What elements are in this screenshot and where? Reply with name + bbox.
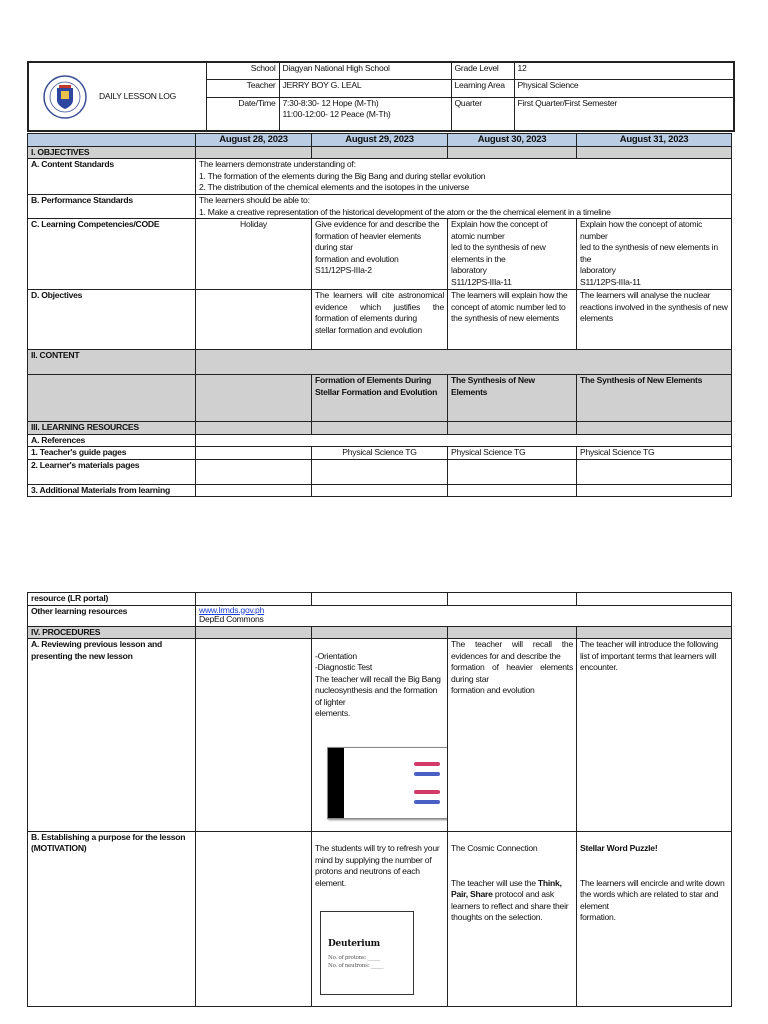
procedure-a-cell (196, 639, 312, 832)
procedure-b-cell: The students will try to refresh your mind by supplying the number of protons and neutrons of each element. (315, 843, 440, 888)
document-title: DAILY LESSON LOG (99, 90, 176, 101)
content-topic (196, 375, 312, 422)
tg-cell: Physical Science TG (577, 447, 732, 460)
tg-cell: Physical Science TG (312, 447, 448, 460)
section-procedures: IV. PROCEDURES (28, 626, 196, 639)
procedure-a-cell: The teacher will introduce the following list of important terms that learners will encounter. (577, 639, 732, 832)
tg-label: 1. Teacher's guide pages (28, 447, 196, 460)
lrmds-link[interactable]: www.lrmds.gov.ph (199, 605, 265, 615)
area-label: Learning Area (451, 80, 514, 97)
additional-materials-label-cont: resource (LR portal) (28, 593, 196, 606)
date-header: August 31, 2023 (577, 134, 732, 147)
objective-cell (196, 290, 312, 350)
objective-cell: The learners will explain how the concept of atomic number led to the synthesis of new elements (448, 290, 577, 350)
b30-text: protocol and ask learners to reflect and share their thoughts on the selection. (451, 889, 569, 922)
tg-cell: Physical Science TG (448, 447, 577, 460)
teacher-label: Teacher (206, 80, 279, 97)
competency-cell: Explain how the concept of atomic number led to the synthesis of new elements in the laboratory S11/12PS-IIIa-11 (577, 219, 732, 290)
word-puzzle-title: Stellar Word Puzzle! (580, 843, 658, 853)
content-topic: The Synthesis of New Elements (577, 375, 732, 422)
section-content: II. CONTENT (28, 350, 196, 375)
neutrons-line: No. of neutrons: _____ (328, 962, 384, 969)
performance-standards-label: B. Performance Standards (28, 195, 196, 219)
procedure-a-cell: -Orientation -Diagnostic Test The teacher will recall the Big Bang nucleosynthesis and the formation of lighter elements. (315, 650, 441, 718)
other-resources-label: Other learning resources (28, 605, 196, 626)
date-header: August 29, 2023 (312, 134, 448, 147)
b30-text: The teacher will use the (451, 877, 538, 888)
datetime-value: 7:30-8:30- 12 Hope (M-Th) 11:00-12:00- 12 Peace (M-Th) (279, 97, 451, 131)
procedure-b-label: B. Establishing a purpose for the lesson (MOTIVATION) (28, 831, 196, 1007)
procedure-a-label: A. Reviewing previous lesson and presenting the new lesson (28, 639, 196, 832)
content-standards-label: A. Content Standards (28, 159, 196, 195)
competency-cell: Give evidence for and describe the formation of heavier elements during star formation and evolution S11/12PS-IIIa-2 (312, 219, 448, 290)
think-pair-share: Think, Pair, Share (451, 877, 562, 899)
cosmic-connection-title: The Cosmic Connection (451, 843, 538, 853)
objective-cell: The learners will cite astronomical evidence which justifies the formation of elements during stellar formation and evolution (312, 290, 448, 350)
deuterium-title: Deuterium (328, 938, 380, 949)
grade-label: Grade Level (451, 62, 514, 80)
deped-seal-logo (43, 75, 87, 119)
lesson-log-table-page2 (27, 592, 732, 1007)
date-header: August 28, 2023 (196, 134, 312, 147)
competency-cell: Holiday (196, 219, 312, 290)
datetime-label: Date/Time (206, 97, 279, 131)
objectives-label: D. Objectives (28, 290, 196, 350)
content-standards: The learners demonstrate understanding of: 1. The formation of the elements during the Big Bang and during stellar evolution 2. The distribution of the chemical elements and the isotopes in the universe (196, 159, 732, 195)
performance-standards: The learners should be able to: 1. Make a creative representation of the historical development of the atom or the the chemical element in a timeline (196, 195, 732, 219)
tg-cell (196, 447, 312, 460)
additional-materials-label: 3. Additional Materials from learning (28, 484, 196, 497)
lm-label: 2. Learner's materials pages (28, 459, 196, 484)
protons-line: No. of protons: _____ (328, 954, 381, 961)
school-label: School (206, 62, 279, 80)
references-label: A. References (28, 434, 196, 447)
area-value: Physical Science (514, 80, 734, 97)
quarter-value: First Quarter/First Semester (514, 97, 734, 131)
procedure-a-cell: The teacher will recall the evidences for and describe the formation of heavier elements during star formation and evolution (448, 639, 577, 832)
date-header: August 30, 2023 (448, 134, 577, 147)
section-objectives: I. OBJECTIVES (28, 146, 196, 159)
deuterium-worksheet-image (320, 911, 414, 995)
grade-value: 12 (514, 62, 734, 80)
objective-cell: The learners will analyse the nuclear reactions involved in the synthesis of new elements (577, 290, 732, 350)
teacher-value: JERRY BOY G. LEAL (279, 80, 451, 97)
competencies-label: C. Learning Competencies/CODE (28, 219, 196, 290)
quarter-label: Quarter (451, 97, 514, 131)
header-table (27, 61, 735, 132)
competency-cell: Explain how the concept of atomic number led to the synthesis of new elements in the laboratory S11/12PS-IIIa-11 (448, 219, 577, 290)
content-topic: Formation of Elements During Stellar Formation and Evolution (312, 375, 448, 422)
content-topic: The Synthesis of New Elements (448, 375, 577, 422)
procedure-b-cell: The learners will encircle and write down the words which are related to star and element formation. (580, 877, 725, 922)
diagnostic-slide-image (327, 747, 448, 819)
lesson-log-table-page1 (27, 133, 732, 497)
school-value: Diagyan National High School (279, 62, 451, 80)
deped-commons: DepEd Commons (199, 614, 264, 624)
section-learning-resources: III. LEARNING RESOURCES (28, 422, 196, 435)
